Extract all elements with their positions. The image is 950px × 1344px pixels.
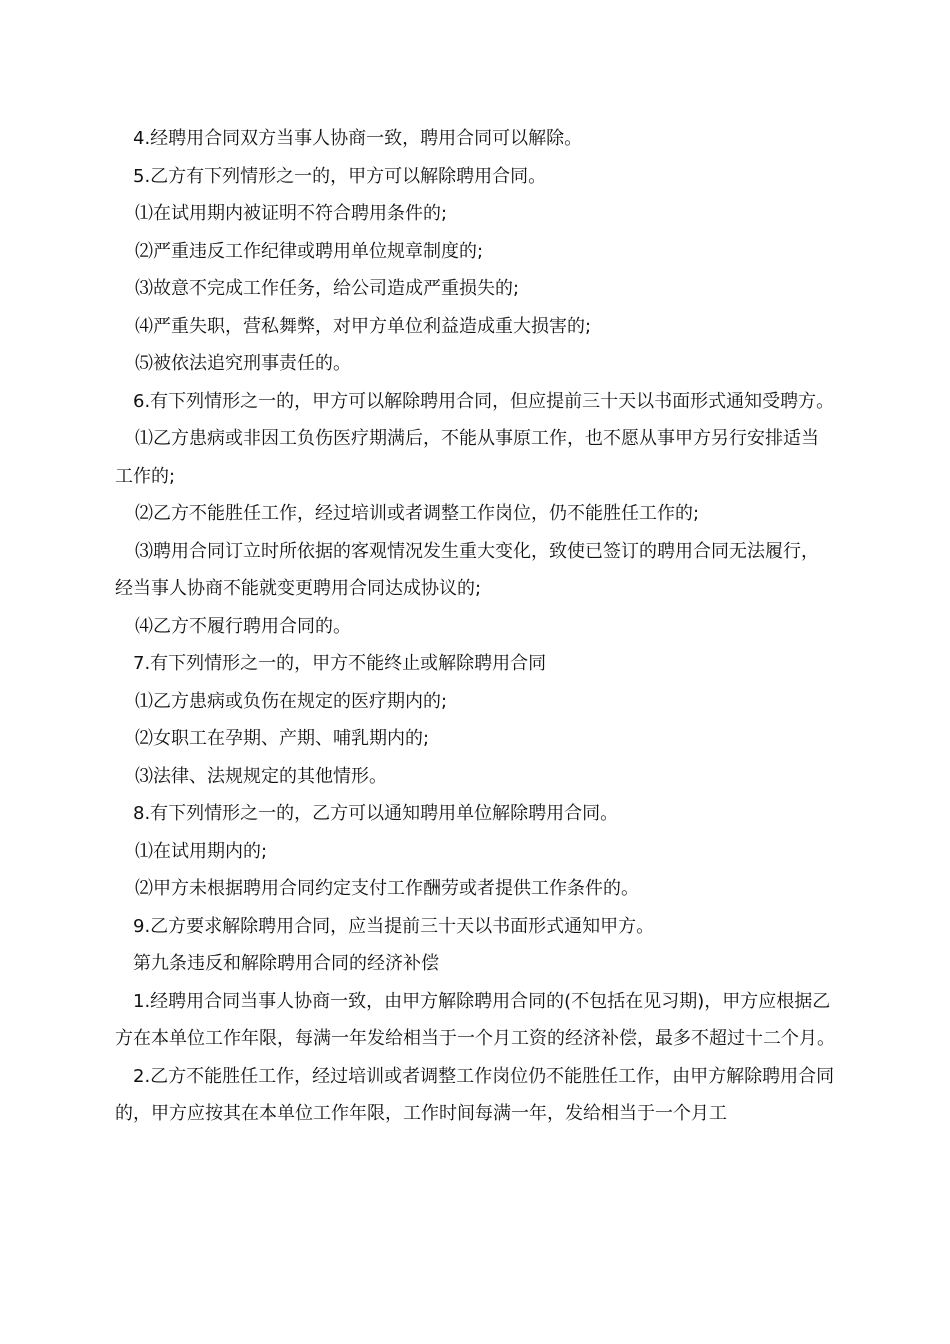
document-body [115,120,835,1133]
list-item: ⑴在试用期内被证明不符合聘用条件的; [135,203,448,224]
list-item: ⑶聘用合同订立时所依据的客观情况发生重大变化，致使已签订的聘用合同无法履行，经当事人协商不能就变更聘用合同达成协议的; [115,540,819,599]
paragraph-5: 5.乙方有下列情形之一的，甲方可以解除聘用合同。 [133,165,547,187]
paragraph-9: 9.乙方要求解除聘用合同，应当提前三十天以书面形式通知甲方。 [133,915,655,937]
list-item: ⑵女职工在孕期、产期、哺乳期内的; [135,728,430,749]
paragraph-article-9-1: 1.经聘用合同当事人协商一致，由甲方解除聘用合同的(不包括在见习期)，甲方应根据乙方在本单位工作年限，每满一年发给相当于一个月工资的经济补偿，最多不超过十二个月。 [115,990,835,1049]
section-heading-article-9: 第九条违反和解除聘用合同的经济补偿 [133,953,439,974]
list-item: ⑵乙方不能胜任工作，经过培训或者调整工作岗位，仍不能胜任工作的; [135,503,700,524]
list-item: ⑸被依法追究刑事责任的。 [135,353,351,374]
list-item: ⑵严重违反工作纪律或聘用单位规章制度的; [135,240,484,262]
list-item: ⑷严重失职，营私舞弊，对甲方单位利益造成重大损害的; [135,315,592,337]
paragraph-8: 8.有下列情形之一的，乙方可以通知聘用单位解除聘用合同。 [133,803,619,824]
list-item: ⑴在试用期内的; [135,840,268,862]
list-item: ⑶法律、法规规定的其他情形。 [135,765,387,787]
paragraph-article-9-2: 2.乙方不能胜任工作，经过培训或者调整工作岗位仍不能胜任工作，由甲方解除聘用合同的，甲方应按其在本单位工作年限，工作时间每满一年，发给相当于一个月工 [115,1065,835,1124]
paragraph-4: 4.经聘用合同双方当事人协商一致，聘用合同可以解除。 [133,128,583,149]
list-item: ⑷乙方不履行聘用合同的。 [135,615,351,637]
list-item: ⑵甲方未根据聘用合同约定支付工作酬劳或者提供工作条件的。 [135,878,639,899]
list-item: ⑴乙方患病或非因工负伤医疗期满后，不能从事原工作，也不愿从事甲方另行安排适当工作的; [115,428,819,487]
paragraph-7: 7.有下列情形之一的，甲方不能终止或解除聘用合同 [133,653,547,674]
list-item: ⑴乙方患病或负伤在规定的医疗期内的; [135,690,448,712]
list-item: ⑶故意不完成工作任务，给公司造成严重损失的; [135,278,520,299]
paragraph-6: 6.有下列情形之一的，甲方可以解除聘用合同，但应提前三十天以书面形式通知受聘方。 [133,390,835,412]
